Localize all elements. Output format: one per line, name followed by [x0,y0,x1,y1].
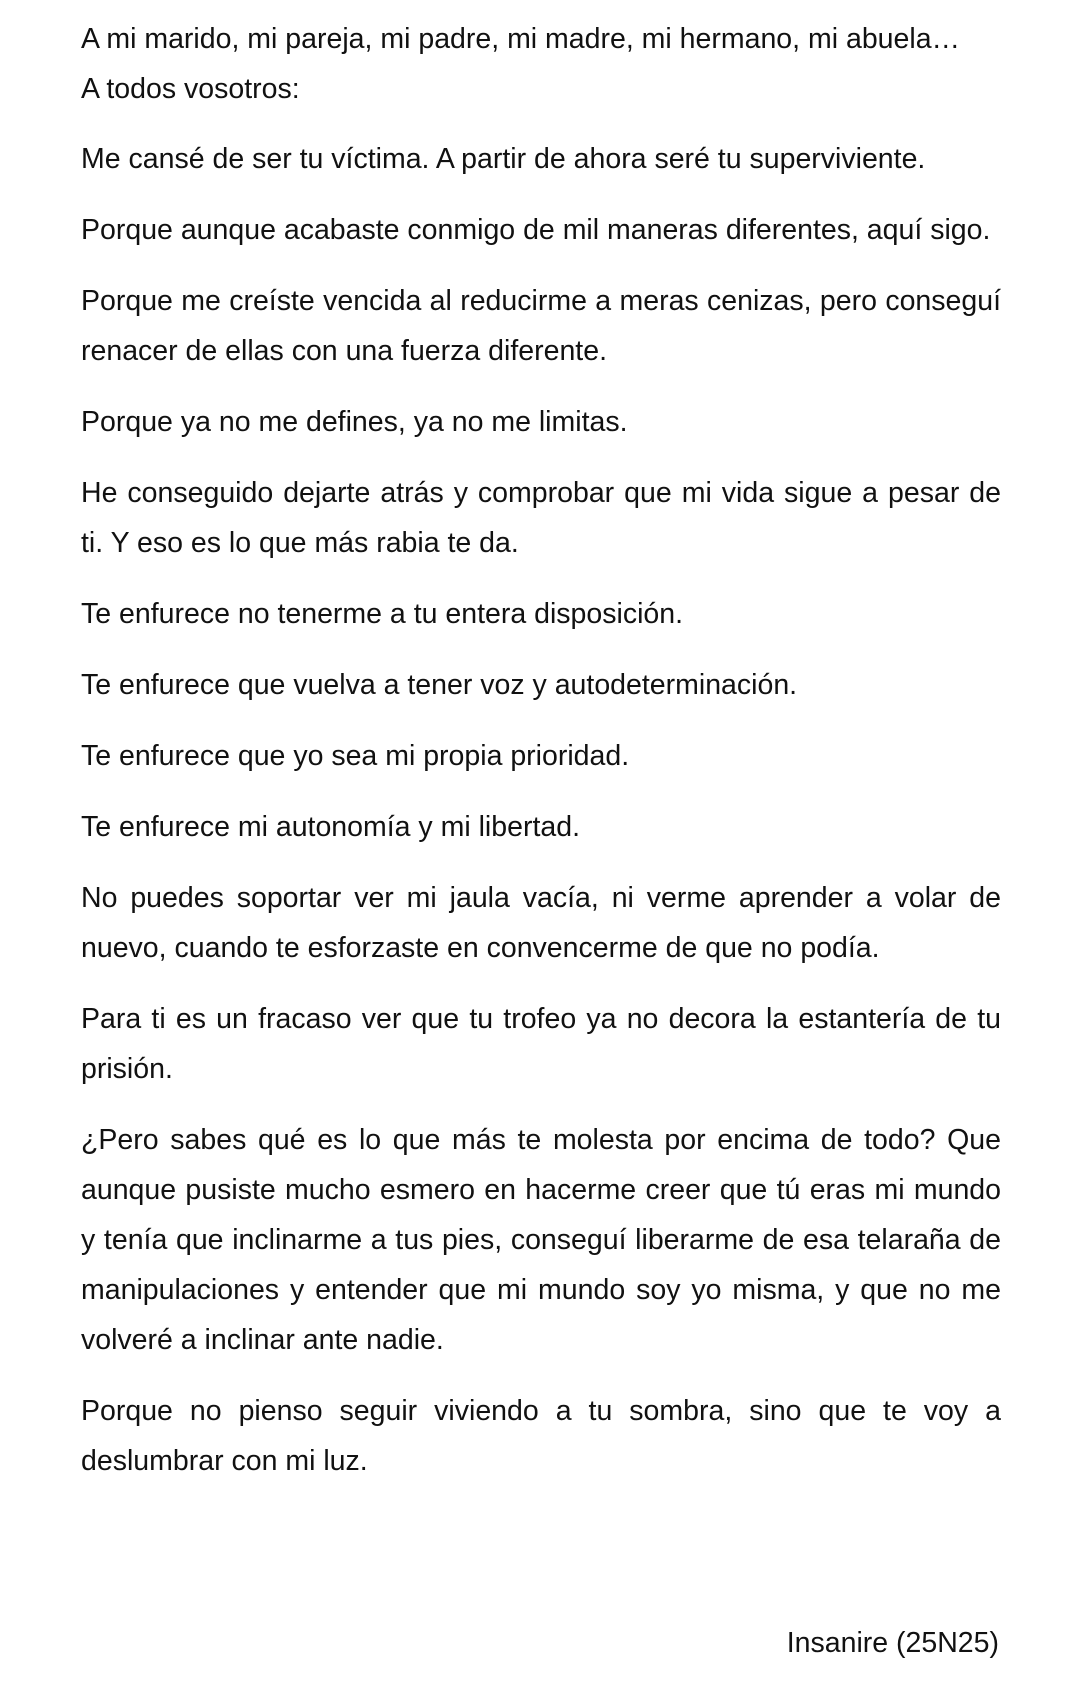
signature: Insanire (25N25) [786,1627,999,1659]
paragraph: Te enfurece que vuelva a tener voz y autodeterminación. [81,669,798,701]
paragraph: Me cansé de ser tu víctima. A partir de ahora seré tu superviviente. [81,143,926,175]
paragraph: Porque no pienso seguir viviendo a tu sombra, sino que te voy a deslumbrar con mi luz. [81,1395,1001,1477]
paragraph: Te enfurece que yo sea mi propia prioridad. [81,740,630,772]
paragraph: Te enfurece no tenerme a tu entera disposición. [81,598,684,630]
letter-body [81,14,1001,1507]
paragraph: ¿Pero sabes qué es lo que más te molesta por encima de todo? Que aunque pusiste mucho esmero en hacerme creer que tú eras mi mundo y tenía que inclinarme a tus pies, conseguí liberarme de esa telaraña de manipulaciones y entender que mi mundo soy yo misma, y que no me volveré a inclinar ante nadie. [81,1124,1001,1356]
greeting [81,14,1001,114]
greeting-line-1: A mi marido, mi pareja, mi padre, mi madre, mi hermano, mi abuela… [81,23,961,55]
paragraph: He conseguido dejarte atrás y comprobar que mi vida sigue a pesar de ti. Y eso es lo que más rabia te da. [81,477,1001,559]
greeting-line-2: A todos vosotros: [81,73,300,105]
paragraph: No puedes soportar ver mi jaula vacía, ni verme aprender a volar de nuevo, cuando te esforzaste en convencerme de que no podía. [81,882,1001,964]
paragraph: Porque ya no me defines, ya no me limitas. [81,406,628,438]
paragraph: Te enfurece mi autonomía y mi libertad. [81,811,580,843]
paragraph: Porque me creíste vencida al reducirme a meras cenizas, pero conseguí renacer de ellas con una fuerza diferente. [81,285,1001,367]
paragraph: Para ti es un fracaso ver que tu trofeo ya no decora la estantería de tu prisión. [81,1003,1001,1085]
paragraph: Porque aunque acabaste conmigo de mil maneras diferentes, aquí sigo. [81,214,991,246]
